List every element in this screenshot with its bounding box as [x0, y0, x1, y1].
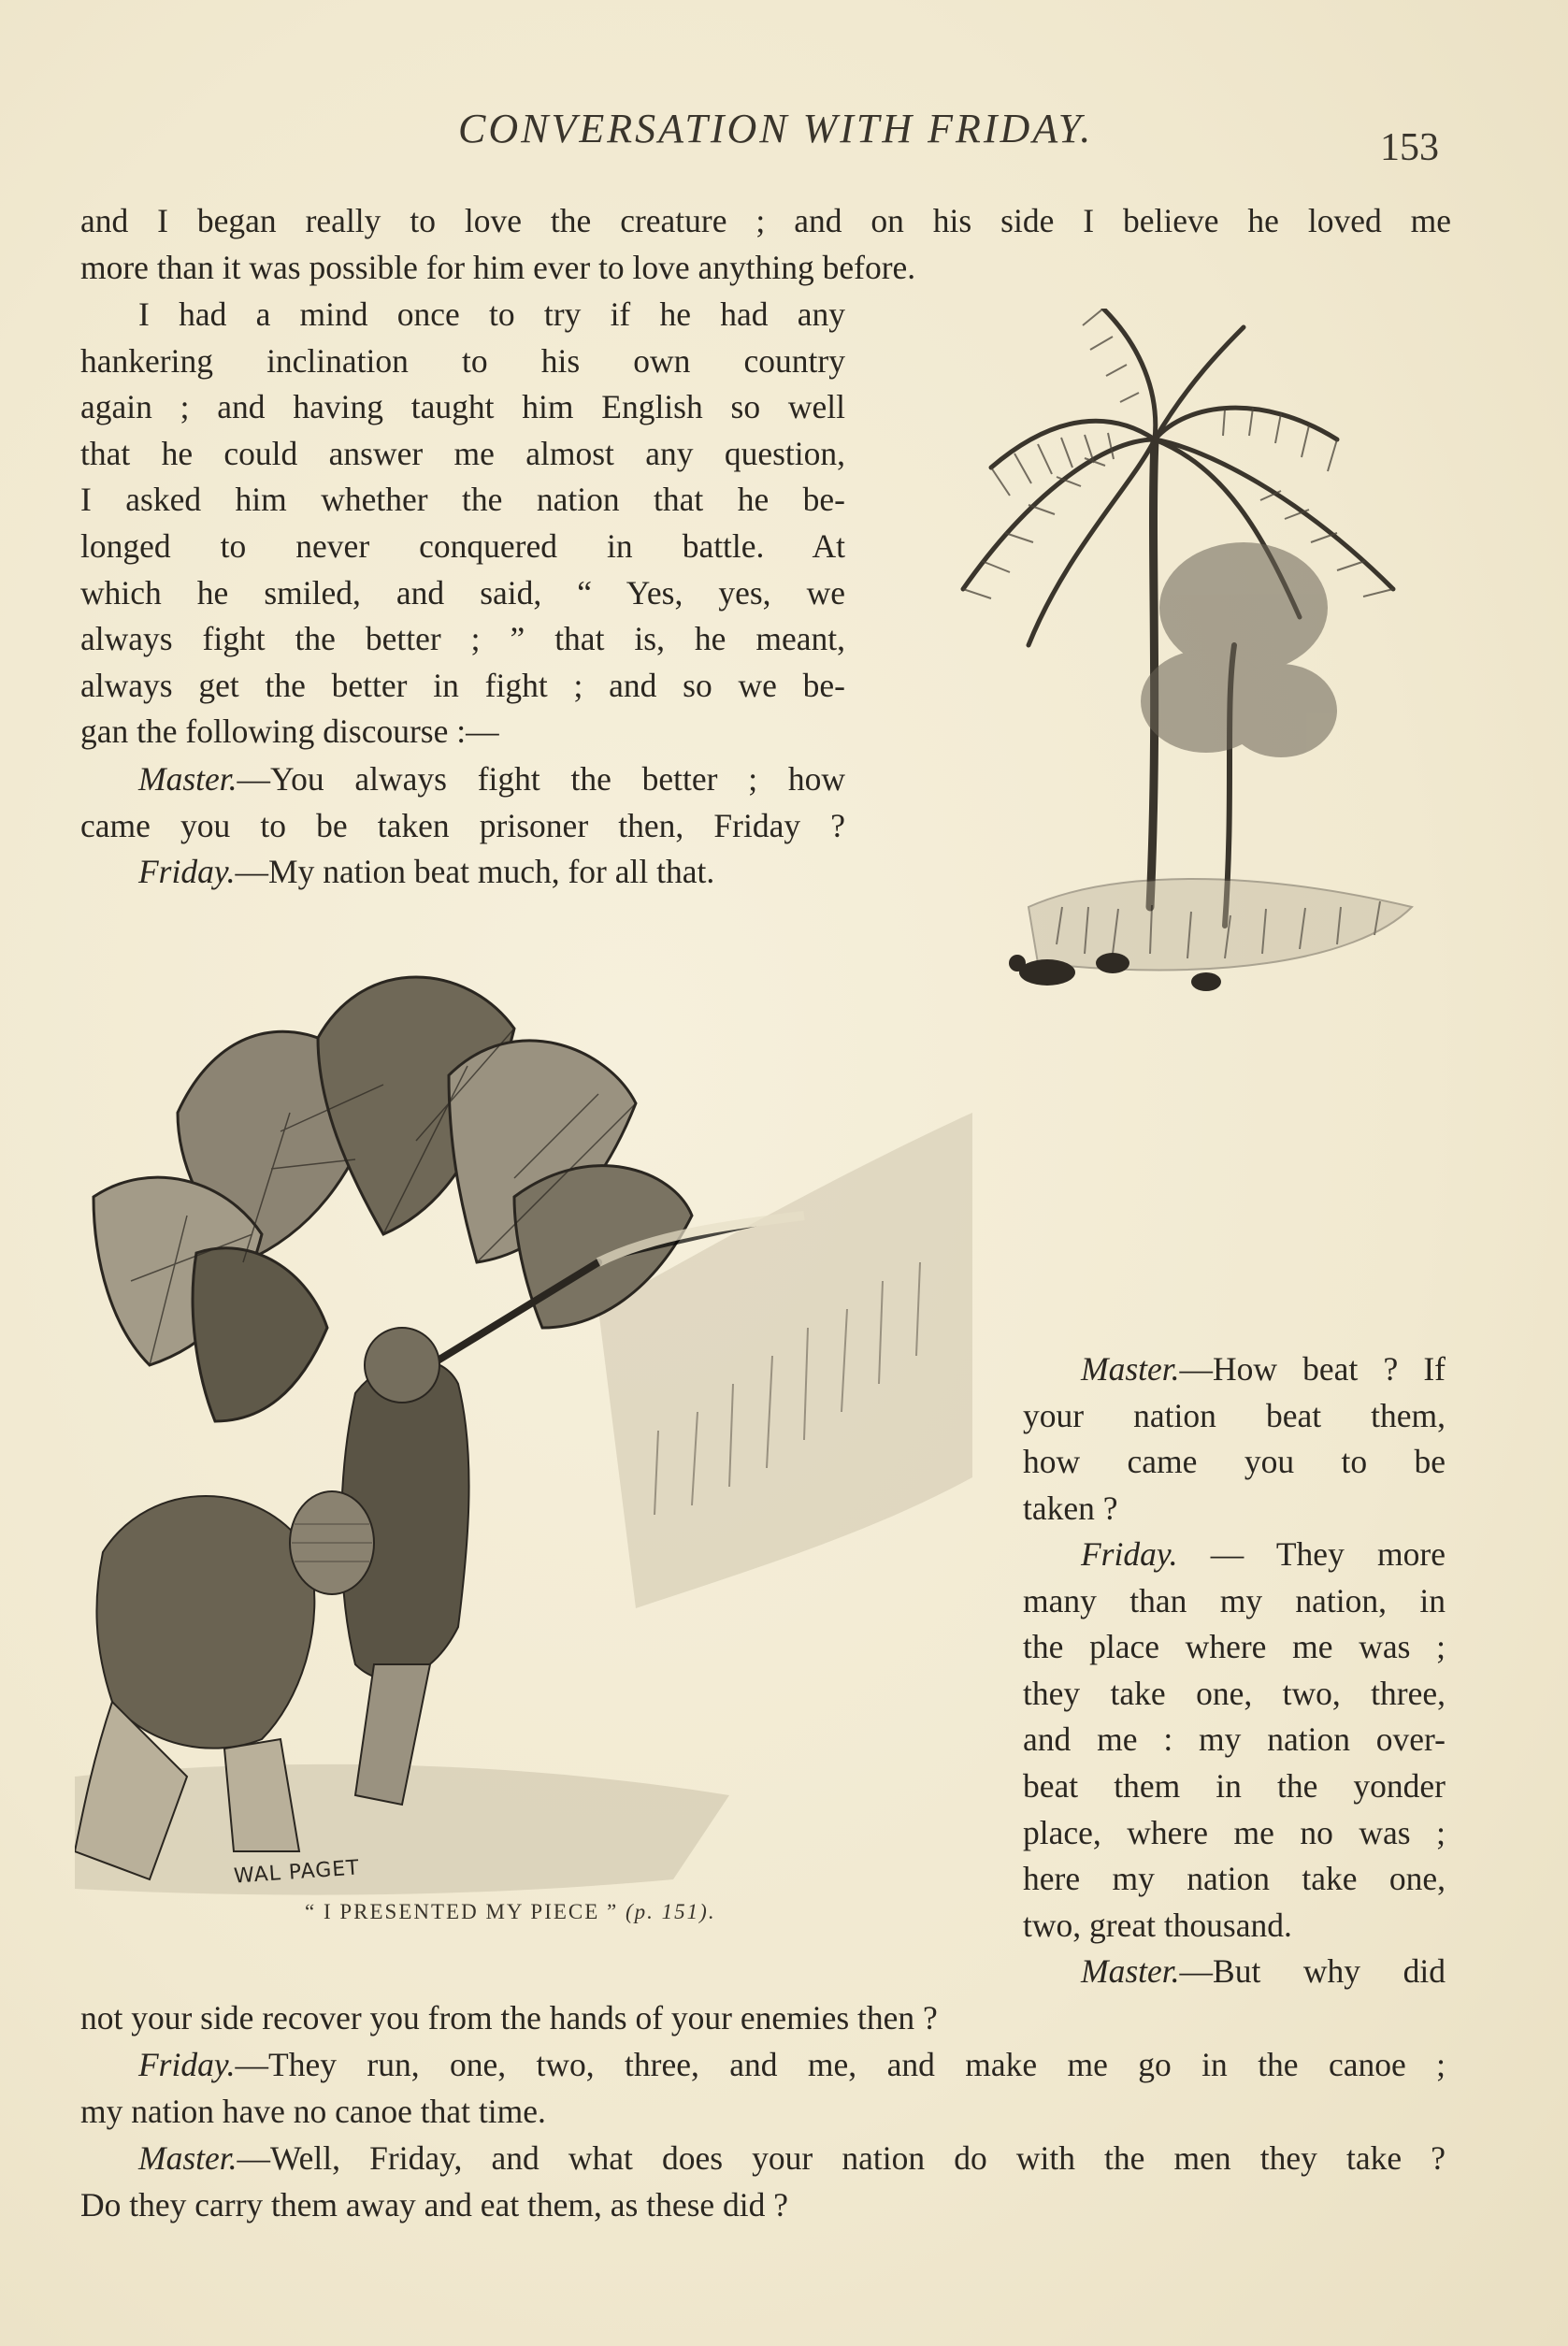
artist-signature: WAL PAGET [233, 1856, 361, 1889]
hunters-illustration [75, 954, 972, 1907]
text-line [1023, 1949, 1446, 1995]
text-line: not your side recover you from the hands of your enemies then ? [80, 1999, 938, 2037]
text-line [80, 2042, 1446, 2089]
dialogue-text: —But why did [1179, 1952, 1446, 1990]
speaker-label: Friday. [138, 853, 236, 890]
dialogue-master-2 [1023, 1346, 1446, 1532]
text-line: they take one, two, three, [1023, 1674, 1446, 1712]
text-line: many than my nation, in [1023, 1581, 1446, 1619]
text-line: came you to be taken prisoner then, Friday ? [80, 806, 845, 844]
dialogue-text: —They run, one, two, three, and me, and make me go in the canoe ; [235, 2046, 1446, 2083]
text-line: I had a mind once to try if he had any [138, 295, 845, 333]
dialogue-master-3-end [80, 1995, 1446, 2042]
dialogue-text: —Well, Friday, and what does your nation do with the men they take ? [237, 2139, 1446, 2177]
text-line [1023, 1532, 1446, 1578]
text-line: and I began really to love the creature ; and on his side I believe he loved me [80, 202, 1451, 239]
caption-citation: (p. 151). [626, 1900, 716, 1923]
text-line [80, 849, 845, 896]
text-line: always fight the better ; ” that is, he meant, [80, 620, 845, 658]
dialogue-friday-1 [80, 849, 845, 896]
paragraph-2 [80, 292, 845, 756]
text-line: two, great thousand. [1023, 1906, 1292, 1944]
text-line: my nation have no canoe that time. [80, 2092, 546, 2130]
text-line: Do they carry them away and eat them, as these did ? [80, 2185, 789, 2224]
text-line: more than it was possible for him ever to love anything before. [80, 248, 916, 286]
text-line: beat them in the yonder [1023, 1766, 1446, 1805]
palm-illustration [926, 309, 1449, 1019]
text-line: how came you to be [1023, 1443, 1446, 1481]
text-line: and me : my nation over- [1023, 1720, 1446, 1759]
text-line: place, where me no was ; [1023, 1813, 1446, 1851]
text-line: which he smiled, and said, “ Yes, yes, we [80, 573, 845, 612]
text-line: always get the better in fight ; and so we be- [80, 666, 845, 704]
dialogue-master-4 [80, 2136, 1446, 2228]
running-head: CONVERSATION WITH FRIDAY. [458, 106, 1094, 151]
text-line: hankering inclination to his own country [80, 341, 845, 380]
dialogue-text: — They more [1177, 1535, 1446, 1573]
speaker-label: Friday. [138, 2046, 236, 2083]
text-line: that he could answer me almost any question, [80, 434, 845, 472]
text-line: here my nation take one, [1023, 1860, 1446, 1898]
text-line [1023, 1346, 1446, 1393]
dialogue-text: —My nation beat much, for all that. [235, 853, 715, 890]
text-line: longed to never conquered in battle. At [80, 526, 845, 565]
speaker-label: Master. [138, 760, 237, 798]
speaker-label: Master. [138, 2139, 237, 2177]
text-line: I asked him whether the nation that he be- [80, 481, 845, 519]
speaker-label: Master. [1081, 1350, 1180, 1388]
page-number: 153 [1380, 126, 1439, 169]
dialogue-friday-2 [1023, 1532, 1446, 1949]
speaker-label: Friday. [1081, 1535, 1178, 1573]
text-line [80, 756, 845, 803]
dialogue-master-3-start [1023, 1949, 1446, 1995]
text-line: again ; and having taught him English so well [80, 388, 845, 426]
paragraph-1 [80, 198, 1451, 291]
speaker-label: Master. [1081, 1952, 1180, 1990]
dialogue-text: —How beat ? If [1179, 1350, 1446, 1388]
dialogue-text: —You always fight the better ; how [237, 760, 845, 798]
dialogue-friday-3 [80, 2042, 1446, 2135]
caption-text: “ I PRESENTED MY PIECE ” [305, 1900, 619, 1923]
text-line: taken ? [1023, 1489, 1118, 1527]
figure-caption [305, 1900, 716, 1924]
text-line: the place where me was ; [1023, 1628, 1446, 1666]
dialogue-master-1 [80, 756, 845, 849]
text-line: your nation beat them, [1023, 1396, 1446, 1434]
text-line: gan the following discourse :— [80, 712, 499, 751]
text-line [80, 2136, 1446, 2182]
